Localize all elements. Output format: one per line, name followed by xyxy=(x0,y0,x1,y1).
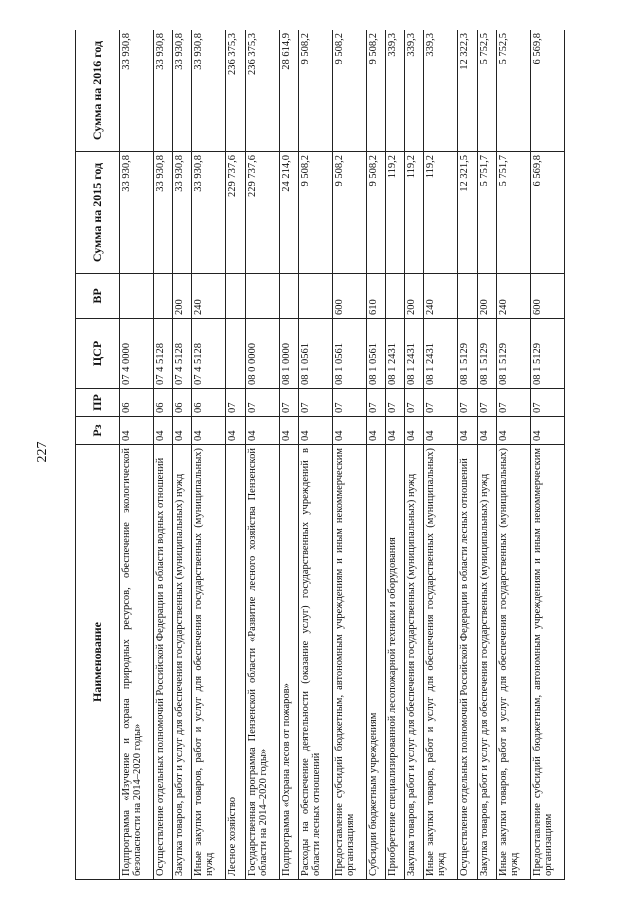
row-rz: 04 xyxy=(530,417,564,445)
row-name: Подпрограмма «Изучение и охрана природных ресурсов, обеспечение экологической безопасности на 2014–2020 годы» xyxy=(120,445,154,880)
row-sum-2016: 9 508,2 xyxy=(367,30,386,152)
row-csr: 08 1 2431 xyxy=(386,319,405,389)
row-name: Субсидии бюджетным учреждениям xyxy=(367,445,386,880)
row-vr: 240 xyxy=(192,274,226,319)
row-vr: 200 xyxy=(173,274,192,319)
row-pr: 06 xyxy=(154,389,173,417)
row-pr: 07 xyxy=(279,389,298,417)
page-number: 227 xyxy=(35,441,50,463)
row-sum-2015: 24 214,0 xyxy=(279,152,298,274)
row-name: Государственная программа Пензенской области «Развитие лесного хозяйства Пензенской области на 2014–2020 годы» xyxy=(245,445,279,880)
row-vr: 240 xyxy=(496,274,530,319)
row-name: Закупка товаров, работ и услуг для обеспечения государственных (муниципальных) нужд xyxy=(405,445,424,880)
row-rz: 04 xyxy=(332,417,366,445)
row-pr: 07 xyxy=(332,389,366,417)
row-vr xyxy=(386,274,405,319)
row-sum-2015: 229 737,6 xyxy=(245,152,279,274)
row-rz: 04 xyxy=(386,417,405,445)
row-vr xyxy=(458,274,477,319)
row-vr xyxy=(279,274,298,319)
row-sum-2015: 5 751,7 xyxy=(477,152,496,274)
row-sum-2015: 119,2 xyxy=(405,152,424,274)
header-csr: ЦСР xyxy=(76,319,120,389)
row-vr xyxy=(120,274,154,319)
row-vr xyxy=(298,274,332,319)
row-pr: 07 xyxy=(298,389,332,417)
row-csr: 08 0 0000 xyxy=(245,319,279,389)
row-sum-2015: 33 930,8 xyxy=(192,152,226,274)
row-rz: 04 xyxy=(279,417,298,445)
row-name: Закупка товаров, работ и услуг для обеспечения государственных (муниципальных) нужд xyxy=(477,445,496,880)
row-rz: 04 xyxy=(477,417,496,445)
row-rz: 04 xyxy=(192,417,226,445)
table-row xyxy=(120,30,154,880)
row-pr: 07 xyxy=(530,389,564,417)
row-sum-2016: 9 508,2 xyxy=(332,30,366,152)
table-row xyxy=(192,30,226,880)
row-csr: 07 4 5128 xyxy=(173,319,192,389)
header-rz: Рз xyxy=(76,417,120,445)
row-sum-2016: 5 752,5 xyxy=(477,30,496,152)
row-vr xyxy=(154,274,173,319)
table-row xyxy=(477,30,496,880)
row-csr: 07 4 5128 xyxy=(154,319,173,389)
row-sum-2015: 229 737,6 xyxy=(226,152,245,274)
row-name: Приобретение специализированной лесопожарной техники и оборудования xyxy=(386,445,405,880)
row-vr: 240 xyxy=(424,274,458,319)
row-sum-2015: 33 930,8 xyxy=(120,152,154,274)
row-sum-2015: 6 569,8 xyxy=(530,152,564,274)
table-row xyxy=(367,30,386,880)
row-sum-2015: 119,2 xyxy=(424,152,458,274)
row-pr: 06 xyxy=(173,389,192,417)
rotated-table-area xyxy=(75,30,565,880)
row-sum-2015: 33 930,8 xyxy=(154,152,173,274)
table-row xyxy=(226,30,245,880)
row-sum-2016: 339,3 xyxy=(386,30,405,152)
table-row xyxy=(496,30,530,880)
table-row xyxy=(405,30,424,880)
row-name: Предоставление субсидий бюджетным, автономным учреждениям и иным некоммерческим организациям xyxy=(530,445,564,880)
row-sum-2016: 33 930,8 xyxy=(173,30,192,152)
row-csr: 08 1 0561 xyxy=(298,319,332,389)
table-row xyxy=(386,30,405,880)
table-row xyxy=(530,30,564,880)
row-pr: 07 xyxy=(386,389,405,417)
row-name: Иные закупки товаров, работ и услуг для обеспечения государственных (муниципальных) нужд xyxy=(424,445,458,880)
row-sum-2015: 33 930,8 xyxy=(173,152,192,274)
table-row xyxy=(279,30,298,880)
row-sum-2015: 9 508,2 xyxy=(298,152,332,274)
table-row xyxy=(458,30,477,880)
row-rz: 04 xyxy=(405,417,424,445)
row-csr: 08 1 2431 xyxy=(405,319,424,389)
row-sum-2015: 12 321,5 xyxy=(458,152,477,274)
row-sum-2016: 12 322,3 xyxy=(458,30,477,152)
row-vr: 200 xyxy=(405,274,424,319)
header-sum-2016: Сумма на 2016 год xyxy=(76,30,120,152)
table-row xyxy=(245,30,279,880)
row-vr: 200 xyxy=(477,274,496,319)
row-pr: 06 xyxy=(120,389,154,417)
row-rz: 04 xyxy=(367,417,386,445)
row-sum-2016: 236 375,3 xyxy=(245,30,279,152)
row-rz: 04 xyxy=(226,417,245,445)
row-pr: 07 xyxy=(424,389,458,417)
row-sum-2016: 339,3 xyxy=(405,30,424,152)
row-sum-2015: 5 751,7 xyxy=(496,152,530,274)
row-name: Расходы на обеспечение деятельности (оказание услуг) государственных учреждений в области лесных отношений xyxy=(298,445,332,880)
budget-table xyxy=(75,30,565,880)
header-vr: ВР xyxy=(76,274,120,319)
row-csr: 08 1 5129 xyxy=(477,319,496,389)
row-csr: 07 4 0000 xyxy=(120,319,154,389)
row-rz: 04 xyxy=(298,417,332,445)
row-name: Осуществление отдельных полномочий Российской Федерации в области лесных отношений xyxy=(458,445,477,880)
row-sum-2015: 9 508,2 xyxy=(367,152,386,274)
row-csr: 07 4 5128 xyxy=(192,319,226,389)
row-rz: 04 xyxy=(120,417,154,445)
row-name: Предоставление субсидий бюджетным, автономным учреждениям и иным некоммерческим организациям xyxy=(332,445,366,880)
header-pr: ПР xyxy=(76,389,120,417)
table-row xyxy=(154,30,173,880)
row-vr xyxy=(226,274,245,319)
row-pr: 07 xyxy=(226,389,245,417)
row-sum-2015: 119,2 xyxy=(386,152,405,274)
row-sum-2015: 9 508,2 xyxy=(332,152,366,274)
table-header-row xyxy=(76,30,120,880)
row-rz: 04 xyxy=(154,417,173,445)
row-sum-2016: 236 375,3 xyxy=(226,30,245,152)
row-name: Подпрограмма «Охрана лесов от пожаров» xyxy=(279,445,298,880)
row-pr: 06 xyxy=(192,389,226,417)
row-rz: 04 xyxy=(173,417,192,445)
row-pr: 07 xyxy=(477,389,496,417)
row-sum-2016: 6 569,8 xyxy=(530,30,564,152)
row-csr: 08 1 5129 xyxy=(458,319,477,389)
table-row xyxy=(173,30,192,880)
row-sum-2016: 9 508,2 xyxy=(298,30,332,152)
row-csr: 08 1 5129 xyxy=(530,319,564,389)
row-rz: 04 xyxy=(424,417,458,445)
row-vr: 600 xyxy=(332,274,366,319)
row-rz: 04 xyxy=(458,417,477,445)
row-pr: 07 xyxy=(367,389,386,417)
row-vr xyxy=(245,274,279,319)
row-pr: 07 xyxy=(496,389,530,417)
row-csr: 08 1 0000 xyxy=(279,319,298,389)
row-name: Закупка товаров, работ и услуг для обеспечения государственных (муниципальных) нужд xyxy=(173,445,192,880)
row-pr: 07 xyxy=(245,389,279,417)
row-name: Осуществление отдельных полномочий Российской Федерации в области водных отношений xyxy=(154,445,173,880)
row-sum-2016: 339,3 xyxy=(424,30,458,152)
table-row xyxy=(424,30,458,880)
row-vr: 600 xyxy=(530,274,564,319)
row-sum-2016: 5 752,5 xyxy=(496,30,530,152)
row-name: Иные закупки товаров, работ и услуг для обеспечения государственных (муниципальных) нужд xyxy=(192,445,226,880)
row-sum-2016: 33 930,8 xyxy=(154,30,173,152)
row-pr: 07 xyxy=(458,389,477,417)
row-rz: 04 xyxy=(496,417,530,445)
row-name: Лесное хозяйство xyxy=(226,445,245,880)
table-row xyxy=(332,30,366,880)
row-csr xyxy=(226,319,245,389)
row-pr: 07 xyxy=(405,389,424,417)
row-csr: 08 1 0561 xyxy=(332,319,366,389)
header-sum-2015: Сумма на 2015 год xyxy=(76,152,120,274)
row-sum-2016: 33 930,8 xyxy=(120,30,154,152)
table-row xyxy=(298,30,332,880)
row-csr: 08 1 2431 xyxy=(424,319,458,389)
row-sum-2016: 28 614,9 xyxy=(279,30,298,152)
header-name: Наименование xyxy=(76,445,120,880)
row-csr: 08 1 0561 xyxy=(367,319,386,389)
row-name: Иные закупки товаров, работ и услуг для обеспечения государственных (муниципальных) нужд xyxy=(496,445,530,880)
row-sum-2016: 33 930,8 xyxy=(192,30,226,152)
row-csr: 08 1 5129 xyxy=(496,319,530,389)
row-rz: 04 xyxy=(245,417,279,445)
row-vr: 610 xyxy=(367,274,386,319)
